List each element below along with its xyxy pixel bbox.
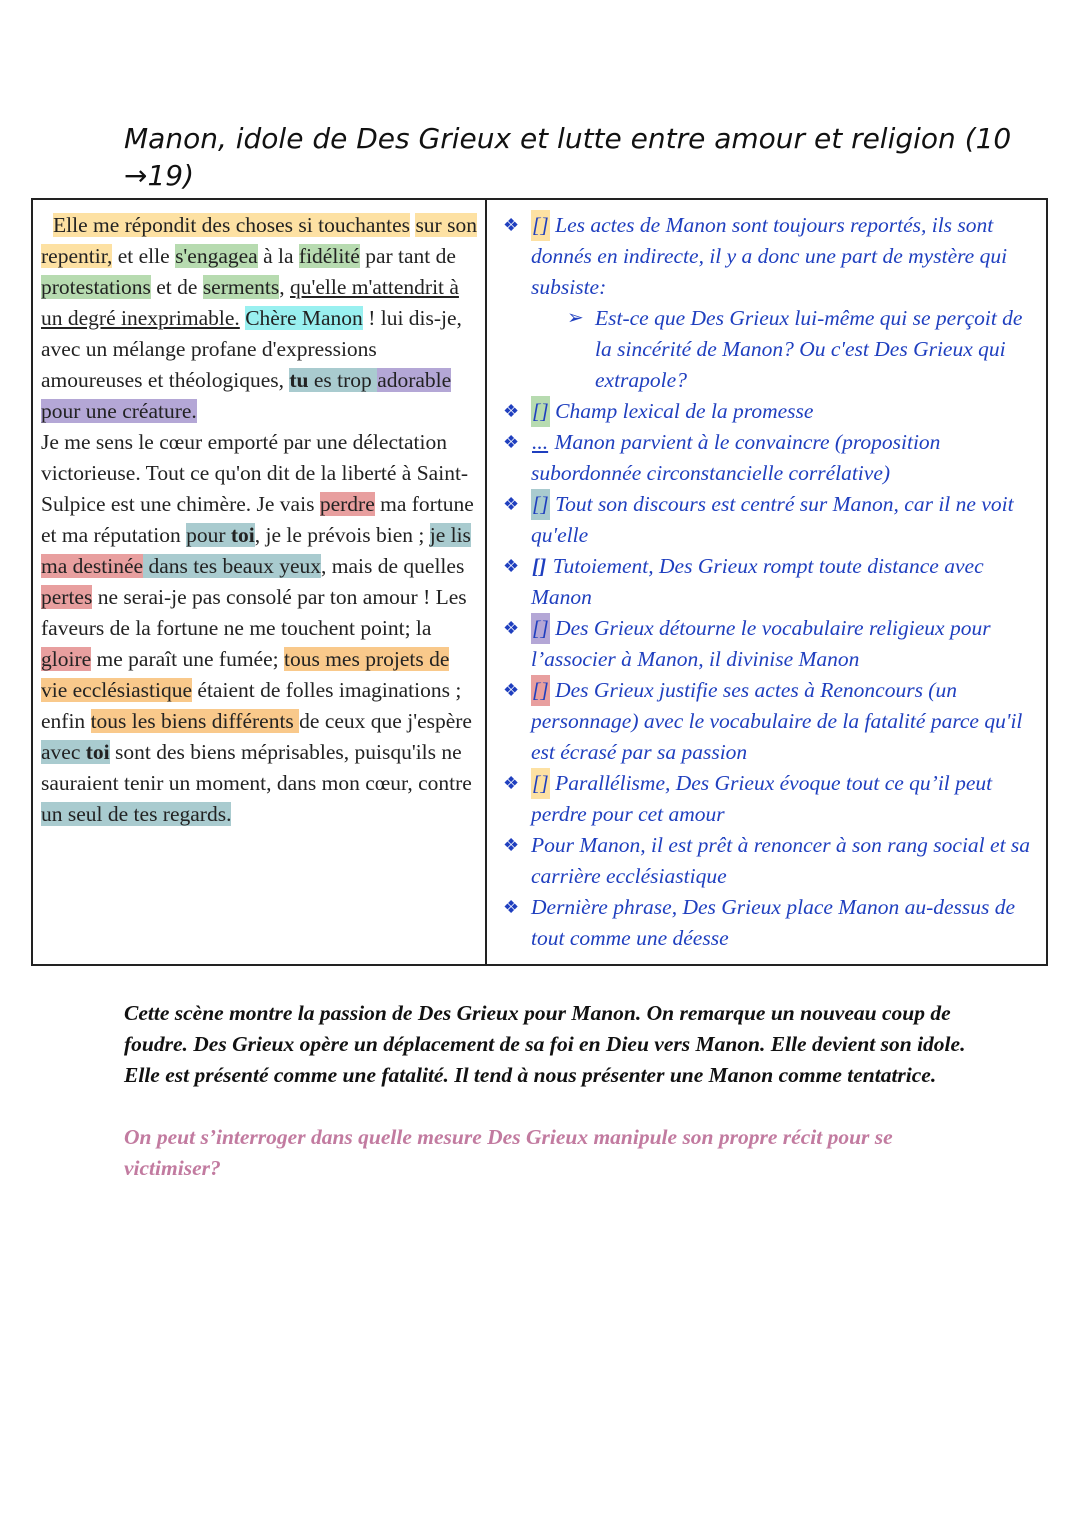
- note-marker: []: [531, 675, 550, 706]
- diamond-bullet-icon: ❖: [503, 773, 520, 793]
- note-marker: []: [531, 489, 550, 520]
- diamond-bullet-icon: ❖: [503, 215, 520, 235]
- hl-goods: tous les biens différents: [90, 709, 300, 733]
- note-marker: []: [531, 613, 550, 644]
- source-text-cell: [32, 199, 486, 965]
- note-text: Des Grieux justifie ses actes à Renoncours (un personnage) avec le vocabulaire de la fatalité parce qu'il est écrasé par sa passion: [531, 678, 1023, 764]
- diamond-bullet-icon: ❖: [503, 618, 520, 638]
- hl-engaged: s'engagea: [175, 244, 258, 268]
- analysis-table: [31, 198, 1048, 966]
- hl-pour: pour: [186, 523, 231, 547]
- note-item: [503, 210, 1036, 303]
- diamond-bullet-icon: ❖: [503, 432, 520, 452]
- page-title: Manon, idole de Des Grieux et lutte entre amour et religion (10 →19): [124, 122, 1012, 192]
- note-item: [503, 427, 1036, 489]
- hl-lose: perdre: [319, 492, 375, 516]
- hl-es-trop: es trop: [308, 368, 378, 392]
- note-marker: []: [532, 554, 547, 578]
- hl-dear-manon: Chère Manon: [245, 306, 363, 330]
- note-item: [503, 768, 1036, 830]
- text-segment: et de: [150, 275, 203, 299]
- diamond-bullet-icon: ❖: [503, 494, 520, 514]
- note-marker: []: [531, 210, 550, 241]
- arrow-bullet-icon: ➢: [567, 307, 584, 329]
- note-text: Tout son discours est centré sur Manon, car il ne voit qu'elle: [531, 492, 1014, 547]
- note-marker: ...: [532, 430, 549, 454]
- question-paragraph: On peut s’interroger dans quelle mesure Des Grieux manipule son propre récit pour se victimiser?: [124, 1125, 893, 1180]
- text-segment: me paraît une fumée;: [91, 647, 284, 671]
- hl-toi-1: toi: [230, 523, 255, 547]
- text-segment: ,: [279, 275, 290, 299]
- note-text: Champ lexical de la promesse: [549, 399, 814, 423]
- source-passage: [41, 210, 477, 830]
- hl-oaths: serments: [202, 275, 280, 299]
- text-segment: de ceux que j'espère: [299, 709, 472, 733]
- text-segment: ! lui dis-je, avec un mélange profane d'expressions amoureuses et théologiques,: [41, 306, 462, 392]
- text-segment: Je me sens le cœur emporté par une délectation victorieuse. Tout ce qu'on dit de la liberté à Saint-Sulpice est une chimère. Je vais: [41, 430, 469, 516]
- hl-gaze: un seul de tes regards.: [41, 802, 232, 826]
- notes-list: [503, 210, 1036, 954]
- note-text: Tutoiement, Des Grieux rompt toute distance avec Manon: [531, 554, 984, 609]
- hl-glory: gloire: [41, 647, 92, 671]
- text-segment: sont des biens méprisables, puisqu'ils ne sauraient tenir un moment, dans mon cœur, contre: [41, 740, 472, 795]
- hl-je-lis: je lis: [429, 523, 471, 547]
- hl-destiny: ma destinée: [41, 554, 144, 578]
- hl-repentance: sur son repentir,: [41, 213, 477, 268]
- note-item: [503, 830, 1036, 892]
- hl-touching-things: Elle me répondit des choses si touchantes: [53, 213, 411, 237]
- note-item: [503, 551, 1036, 613]
- diamond-bullet-icon: ❖: [503, 897, 520, 917]
- text-segment: étaient de folles imaginations ; enfin: [41, 678, 462, 733]
- note-text: Des Grieux détourne le vocabulaire religieux pour l’associer à Manon, il divinise Manon: [531, 616, 991, 671]
- hl-protestations: protestations: [41, 275, 151, 299]
- note-text: Dernière phrase, Des Grieux place Manon au-dessus de tout comme une déesse: [531, 895, 1016, 950]
- diamond-bullet-icon: ❖: [503, 401, 520, 421]
- text-segment: , mais de quelles: [321, 554, 465, 578]
- note-text: Manon parvient à le convaincre (proposition subordonnée circonstancielle corrélative): [531, 430, 941, 485]
- hl-losses: pertes: [41, 585, 93, 609]
- text-segment: à la: [257, 244, 299, 268]
- text-segment: ne serai-je pas consolé par ton amour ! Les faveurs de la fortune ne me touchent point; la: [41, 585, 467, 640]
- text-segment: par tant de: [359, 244, 456, 268]
- hl-projects: tous mes projets de vie ecclésiastique: [41, 647, 450, 702]
- diamond-bullet-icon: ❖: [503, 835, 520, 855]
- note-text: Pour Manon, il est prêt à renoncer à son rang social et sa carrière ecclésiastique: [531, 833, 1031, 888]
- text-segment: ma fortune et ma réputation: [41, 492, 474, 547]
- hl-toi-2: toi: [85, 740, 110, 764]
- hl-tu: tu: [289, 368, 309, 392]
- text-segment: , je le prévois bien ;: [254, 523, 430, 547]
- note-item: [503, 613, 1036, 675]
- note-item: [503, 489, 1036, 551]
- ul-moved: qu'elle m'attendrit à un degré inexprimable.: [41, 275, 459, 330]
- hl-fidelity: fidélité: [298, 244, 360, 268]
- hl-avec: avec: [41, 740, 86, 764]
- note-text: Les actes de Manon sont toujours reportés, ils sont donnés en indirecte, il y a donc une part de mystère qui subsiste:: [531, 213, 1008, 299]
- note-subitem: [503, 303, 1036, 396]
- note-marker: []: [531, 396, 550, 427]
- summary-paragraph: Cette scène montre la passion de Des Grieux pour Manon. On remarque un nouveau coup de foudre. Des Grieux opère un déplacement de sa foi en Dieu vers Manon. Elle devient son idole. Elle est présenté comme une fatalité. Il tend à nous présenter une Manon comme tentatrice.: [124, 1001, 966, 1087]
- text-segment: et elle: [112, 244, 176, 268]
- hl-adorable: adorable pour une créature.: [41, 368, 452, 423]
- note-item: [503, 675, 1036, 768]
- note-item: [503, 892, 1036, 954]
- diamond-bullet-icon: ❖: [503, 680, 520, 700]
- hl-beautiful-eyes: dans tes beaux yeux: [143, 554, 322, 578]
- note-marker: []: [531, 768, 550, 799]
- note-text: Est-ce que Des Grieux lui-même qui se perçoit de la sincérité de Manon? Ou c'est Des Grieux qui extrapole?: [595, 306, 1023, 392]
- notes-cell: [486, 199, 1047, 965]
- note-item: [503, 396, 1036, 427]
- note-text: Parallélisme, Des Grieux évoque tout ce qu’il peut perdre pour cet amour: [531, 771, 993, 826]
- diamond-bullet-icon: ❖: [503, 556, 520, 576]
